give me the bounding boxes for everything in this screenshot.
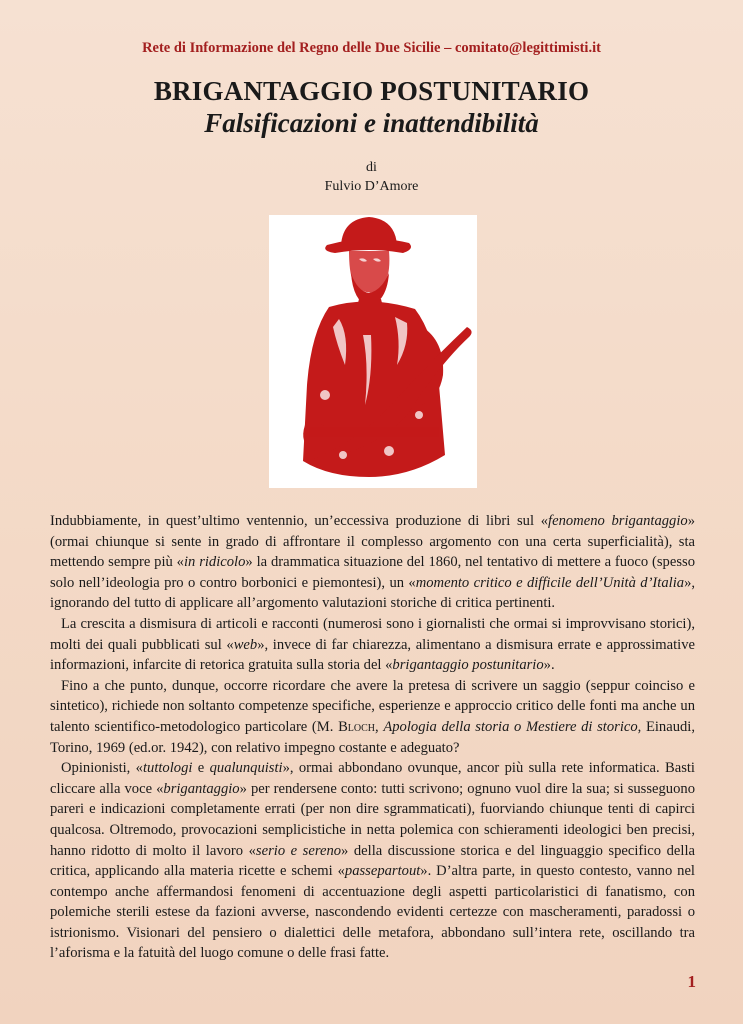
paragraph-4-italic-2: qualunquisti [209,760,283,777]
paragraph-2-italic-2: brigantaggio postunitario [392,657,544,674]
paragraph-1-italic-2: in ridicolo [183,554,246,571]
paragraph-1-text-4: », ignorando del tutto di applicare all’argomento valutazioni storiche di critica pertinenti. [50,574,696,612]
paragraph-3-text-1: Fino a che punto, dunque, occorre ricordare che avere la pretesa di scrivere un saggio (seppur coinciso e sintetico), richiede non soltanto competenze specifiche, esperienze e approccio critico delle fonti ma anche un talento scientifico-metodologico particolare (M. [50,677,695,735]
article-body [50,511,695,964]
paragraph-4-italic-1: tuttologi [142,760,193,777]
paragraph-4-italic-4: serio e sereno [255,842,342,859]
paragraph-4-text-6: ». D’altra parte, in questo contesto, vanno nel contempo anche affermandosi fenomeni di accentuazione degli aspetti particolaristici di fanatismo, con polemiche sterili estese da fazioni avverse, nascondendo evidenti certezze con mascheramenti, paradossi o istrionismo. Visionari del pensiero o dialettici delle metafora, abbondano sull’intera rete, oscillando tra l’aforisma e la fatuità del luogo comune o delle frasi fatte. [50,863,695,962]
paragraph-4-text-5: » della discussione storica e del linguaggio specifico della critica, applicando alla materia ricette e schemi « [50,842,695,880]
byline [0,158,743,196]
paragraph-1-text-1: Indubbiamente, in quest’ultimo ventennio, un’eccessiva produzione di libri sul « [50,513,549,529]
paragraph-4-text-4: » per rendersene conto: tutti scrivono; ognuno vuol dire la sua; si susseguono pareri e indicazioni completamente errati (per non dire sgrammaticati), fuorviando chiunque tenti di capirci qualcosa. Oltremodo, provocazioni semplicistiche in netta polemica con schieramenti ideologici ben precisi, hanno ridotto di molto il lavoro « [50,780,695,859]
paragraph-4-italic-3: brigantaggio [163,780,240,797]
article-title: BRIGANTAGGIO POSTUNITARIO [153,76,590,106]
paragraph-2-italic-1: web [233,636,258,653]
paragraph-1-italic-1: fenomeno brigantaggio [548,513,688,529]
paragraph-3-text-3: , Einaudi, Torino, 1969 (ed.or. 1942), con relativo impegno costante e adeguato? [50,718,695,756]
paragraph-1-italic-3: momento critico e difficile dell’Unità d’Italia [415,574,685,591]
brigand-portrait-illustration [269,215,477,488]
paragraph-1-text-2: » (ormai chiunque si sente in grado di affrontare il complesso argomento con una certa superficialità), sta mettendo sempre più « [50,513,696,571]
paragraph-2-text-2: », invece di far chiarezza, alimentano a dismisura errate e approssimative informazioni, infarcite di retorica gratuita sulla storia del « [50,636,695,674]
paragraph-3-smallcaps-1: Bloch [338,718,376,735]
paragraph-3 [50,676,695,758]
paragraph-4-text-1: Opinionisti, « [61,760,143,777]
paragraph-4-text-3: », ormai abbondano ovunque, ancor più sulla rete informatica. Basti cliccare alla voce « [50,760,695,797]
paragraph-1 [50,511,695,614]
byline-author: Fulvio D’Amore [324,179,419,194]
byline-di: di [366,160,377,175]
paragraph-4-text-2: e [192,760,210,777]
article-subtitle: Falsificazioni e inattendibilità [204,108,539,138]
paragraph-3-text-2: , [375,718,384,735]
paragraph-1-text-3: » la drammatica situazione del 1860, nel tentativo di mettere a fuoco (spesso solo nell’ideologia pro o contro borbonici e piemontesi), un « [50,554,695,591]
network-header: Rete di Informazione del Regno delle Due Sicilie – comitato@legittimisti.it [142,40,601,56]
paragraph-3-italic-1: Apologia della storia o Mestiere di storico [383,718,638,735]
paragraph-2 [50,614,695,676]
brigand-portrait-icon [269,215,477,488]
paragraph-2-text-3: ». [543,657,555,674]
paragraph-4-italic-5: passepartout [344,863,421,880]
paragraph-2-text-1: La crescita a dismisura di articoli e racconti (numerosi sono i giornalisti che ormai si improvvisano storici), molti dei quali pubblicati sul « [50,615,695,653]
paragraph-4 [50,758,695,964]
page-number: 1 [687,972,696,991]
